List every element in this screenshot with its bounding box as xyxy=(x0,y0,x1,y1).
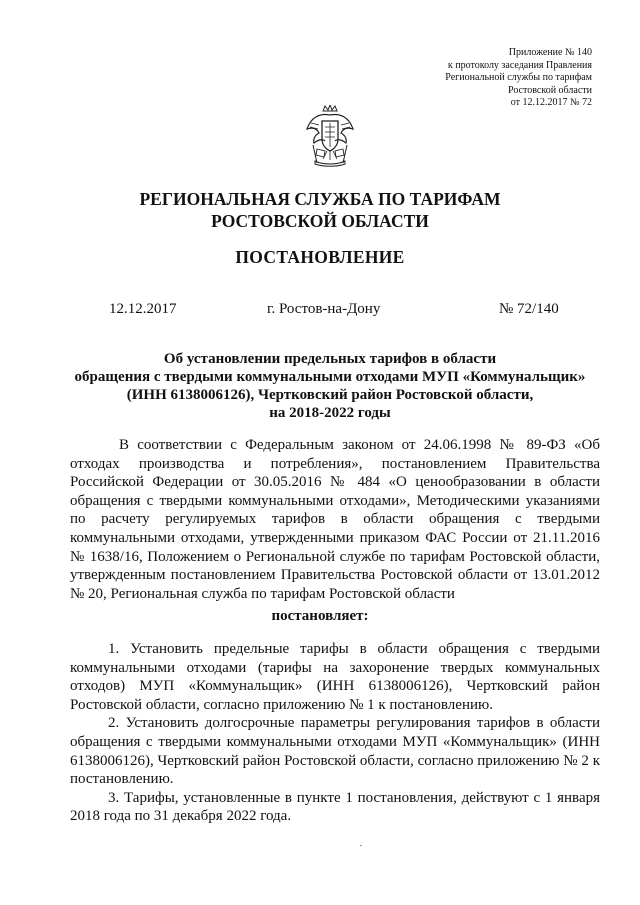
resolution-item: 2. Установить долгосрочные параметры регулирования тарифов в области обращения с твердыми коммунальными отходами МУП «Коммунальщик» (ИНН 6138006126), Чертковский район Ростовской области, согласно приложению № 2 к постановлению. xyxy=(70,715,600,788)
document-date: 12.12.2017 xyxy=(109,301,177,317)
agency-name xyxy=(0,188,640,232)
resolves-heading: постановляет: xyxy=(271,608,369,624)
appendix-line: к протоколу заседания Правления xyxy=(447,59,592,71)
coat-of-arms-icon xyxy=(305,105,355,167)
document-type: ПОСТАНОВЛЕНИЕ xyxy=(235,247,405,267)
agency-name-line: РОСТОВСКОЙ ОБЛАСТИ xyxy=(211,211,429,231)
title-line: Об установлении предельных тарифов в области xyxy=(163,351,497,367)
preamble-paragraph: В соответствии с Федеральным законом от 24.06.1998 № 89-ФЗ «Об отходах производства и потребления», постановлением Правительства Российской Федерации от 30.05.2016 № 484 «О ценообразовании в области обращения с твердыми коммунальными отходами», Методическими указаниями по расчету регулируемых тарифов в области обращения с твердыми коммунальными отходами, утвержденными приказом ФАС России от 21.11.2016 № 1638/16, Положением о Региональной службе по тарифам Ростовской области, утвержденным постановлением Правительства Ростовской области от 13.01.2012 № 20, Региональная служба по тарифам Ростовской области xyxy=(70,437,600,602)
agency-name-line: РЕГИОНАЛЬНАЯ СЛУЖБА ПО ТАРИФАМ xyxy=(139,189,501,209)
appendix-line: Приложение № 140 xyxy=(508,47,592,58)
scan-speck xyxy=(360,845,362,846)
title-line: (ИНН 6138006126), Чертковский район Ростовской области, xyxy=(126,387,534,403)
resolution-items xyxy=(70,640,600,826)
resolution-item: 1. Установить предельные тарифы в области обращения с твердыми коммунальными отходами (тарифы на захоронение твердых коммунальных отходов) МУП «Коммунальщик» (ИНН 6138006126), Чертковский район Ростовской области, согласно приложению № 1 к постановлению. xyxy=(70,641,600,713)
title-line: обращения с твердыми коммунальными отходами МУП «Коммунальщик» xyxy=(74,369,586,385)
appendix-line: Региональной службы по тарифам xyxy=(445,72,592,84)
title-line: на 2018-2022 годы xyxy=(269,405,391,421)
document-title xyxy=(60,350,600,422)
appendix-line: Ростовской области xyxy=(508,84,592,96)
document-number: № 72/140 xyxy=(499,301,559,317)
appendix-note xyxy=(445,47,592,110)
document-city: г. Ростов-на-Дону xyxy=(267,301,381,317)
resolution-item: 3. Тарифы, установленные в пункте 1 постановления, действуют с 1 января 2018 года по 31 декабря 2022 года. xyxy=(70,789,600,825)
appendix-line: от 12.12.2017 № 72 xyxy=(510,97,592,109)
